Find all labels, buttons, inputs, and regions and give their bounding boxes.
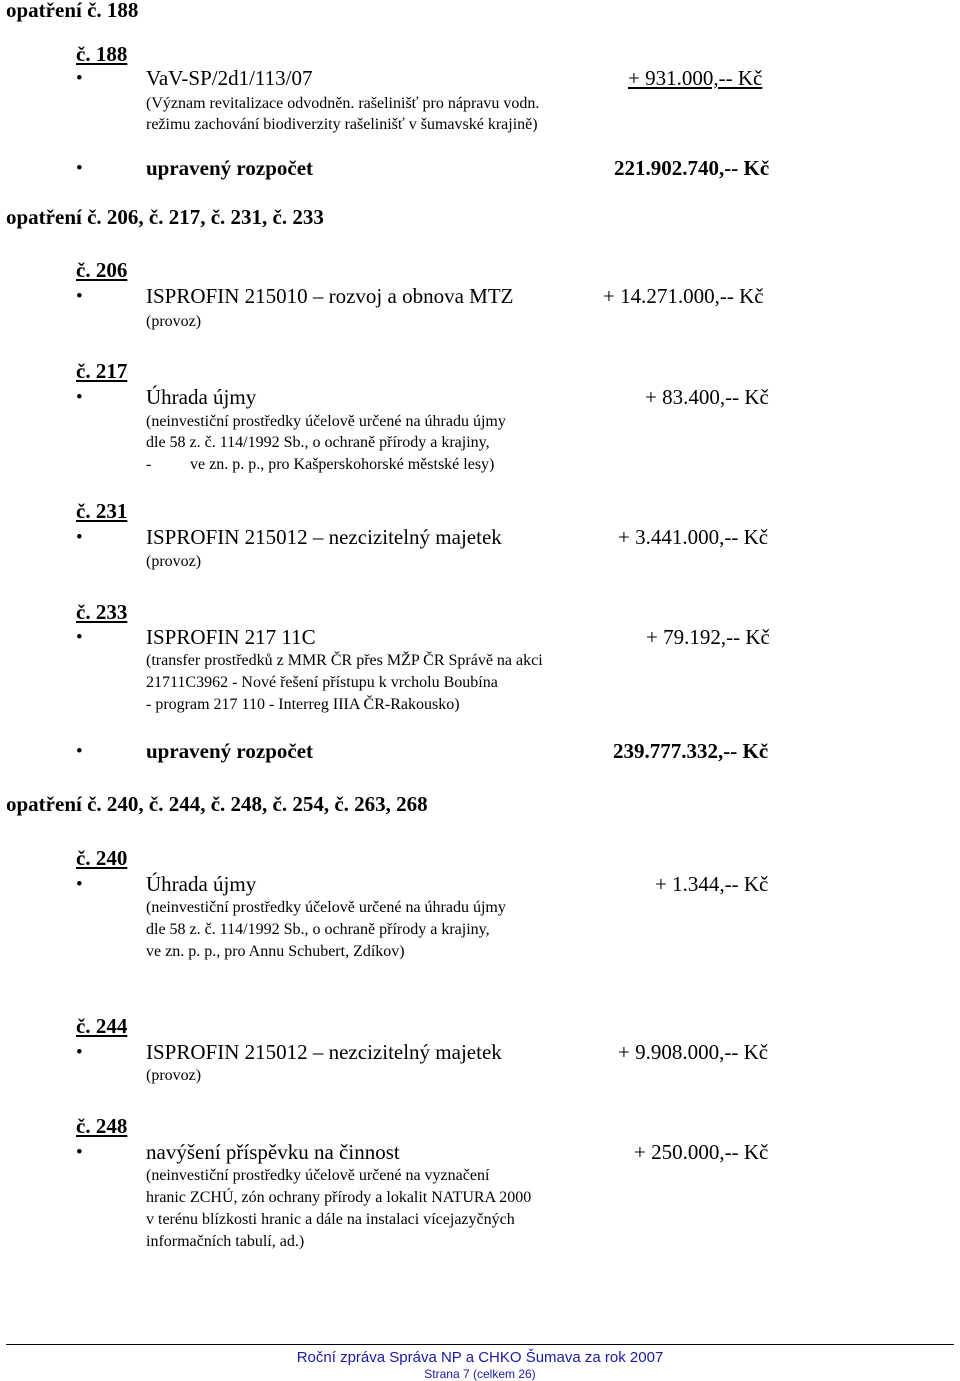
item-number-206: č. 206 <box>76 258 128 282</box>
item-amount-217: + 83.400,-- Kč <box>645 385 769 409</box>
item-desc-240-line2: dle 58 z. č. 114/1992 Sb., o ochraně přírody a krajiny, <box>146 921 490 938</box>
bullet-icon: • <box>76 68 83 89</box>
item-number-244: č. 244 <box>76 1014 128 1038</box>
bullet-icon: • <box>76 627 83 648</box>
item-amount-233: + 79.192,-- Kč <box>646 625 770 649</box>
budget-label-2: upravený rozpočet <box>146 739 314 763</box>
budget-amount-1: 221.902.740,-- Kč <box>614 156 770 180</box>
footer-report-title: Roční zpráva Správa NP a CHKO Šumava za rok 2007 <box>296 1349 664 1366</box>
item-desc-188-line1: (Význam revitalizace odvodněn. rašelinišť pro nápravu vodn. <box>146 95 540 112</box>
item-desc-248-line4: informačních tabulí, ad.) <box>146 1233 305 1250</box>
item-number-248: č. 248 <box>76 1114 128 1138</box>
item-number-217: č. 217 <box>76 359 128 383</box>
item-desc-244: (provoz) <box>146 1067 202 1084</box>
item-desc-248-line1: (neinvestiční prostředky účelově určené na vyznačení <box>146 1167 490 1184</box>
bullet-icon: • <box>76 387 83 408</box>
bullet-icon: • <box>76 1142 83 1163</box>
item-desc-233-line1: (transfer prostředků z MMR ČR přes MŽP ČR Správě na akci <box>146 652 543 669</box>
item-desc-217-line1: (neinvestiční prostředky účelově určené na úhradu újmy <box>146 413 506 430</box>
bullet-icon: • <box>76 286 83 307</box>
item-title-217: Úhrada újmy <box>146 385 257 409</box>
item-desc-217-line3-dash: - <box>146 456 152 473</box>
item-amount-240: + 1.344,-- Kč <box>655 872 769 896</box>
bullet-icon: • <box>76 741 83 762</box>
item-number-240: č. 240 <box>76 846 128 870</box>
item-number-188: č. 188 <box>76 42 128 66</box>
item-amount-248: + 250.000,-- Kč <box>634 1140 769 1164</box>
bullet-icon: • <box>76 158 83 179</box>
item-desc-240-line3: ve zn. p. p., pro Annu Schubert, Zdíkov) <box>146 943 405 960</box>
item-desc-248-line3: v terénu blízkosti hranic a dále na instalaci vícejazyčných <box>146 1211 515 1228</box>
item-desc-233-line2: 21711C3962 - Nové řešení přístupu k vrcholu Boubína <box>146 674 498 691</box>
footer-divider <box>6 1344 954 1345</box>
bullet-icon: • <box>76 1042 83 1063</box>
item-title-248: navýšení příspěvku na činnost <box>146 1140 400 1164</box>
item-number-233: č. 233 <box>76 600 128 624</box>
item-title-244: ISPROFIN 215012 – nezcizitelný majetek <box>146 1040 502 1064</box>
bullet-icon: • <box>76 874 83 895</box>
item-desc-231: (provoz) <box>146 553 202 570</box>
item-title-206: ISPROFIN 215010 – rozvoj a obnova MTZ <box>146 284 514 308</box>
section-heading-240-268: opatření č. 240, č. 244, č. 248, č. 254, č. 263, 268 <box>6 792 428 816</box>
bullet-icon: • <box>76 527 83 548</box>
item-amount-231: + 3.441.000,-- Kč <box>618 525 769 549</box>
item-desc-217-line3: ve zn. p. p., pro Kašperskohorské městské lesy) <box>190 456 495 473</box>
item-number-231: č. 231 <box>76 499 128 523</box>
item-desc-217-line2: dle 58 z. č. 114/1992 Sb., o ochraně přírody a krajiny, <box>146 434 490 451</box>
section-heading-188: opatření č. 188 <box>6 0 139 22</box>
item-amount-244: + 9.908.000,-- Kč <box>618 1040 769 1064</box>
item-title-188: VaV-SP/2d1/113/07 <box>146 66 313 90</box>
item-title-233: ISPROFIN 217 11C <box>146 625 316 649</box>
item-desc-206: (provoz) <box>146 313 202 330</box>
item-desc-188-line2: režimu zachování biodiverzity rašelinišť v šumavské krajině) <box>146 116 538 133</box>
item-desc-248-line2: hranic ZCHÚ, zón ochrany přírody a lokalit NATURA 2000 <box>146 1189 532 1206</box>
item-title-240: Úhrada újmy <box>146 872 257 896</box>
budget-label-1: upravený rozpočet <box>146 156 314 180</box>
item-desc-240-line1: (neinvestiční prostředky účelově určené na úhradu újmy <box>146 899 506 916</box>
item-desc-233-line3: - program 217 110 - Interreg IIIA ČR-Rakousko) <box>146 696 460 713</box>
footer-page-number: Strana 7 (celkem 26) <box>424 1367 536 1381</box>
budget-amount-2: 239.777.332,-- Kč <box>613 739 769 763</box>
section-heading-206-233: opatření č. 206, č. 217, č. 231, č. 233 <box>6 205 324 229</box>
item-amount-188: + 931.000,-- Kč <box>628 66 763 90</box>
item-amount-206: + 14.271.000,-- Kč <box>603 284 764 308</box>
item-title-231: ISPROFIN 215012 – nezcizitelný majetek <box>146 525 502 549</box>
